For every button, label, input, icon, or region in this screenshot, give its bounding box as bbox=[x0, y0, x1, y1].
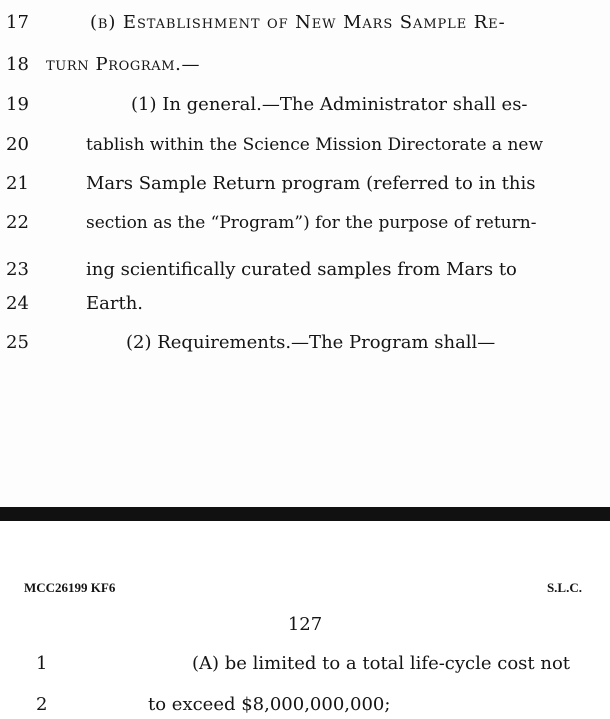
paragraph-text: to exceed $8,000,000,000; bbox=[148, 694, 391, 715]
text-line bbox=[0, 92, 610, 118]
line-number: 23 bbox=[6, 259, 29, 280]
document-id: MCC26199 KF6 bbox=[24, 580, 116, 595]
page-divider bbox=[0, 507, 610, 521]
line-number: 2 bbox=[36, 694, 48, 715]
section-heading-continued: turn Program.— bbox=[46, 54, 201, 75]
line-number: 21 bbox=[6, 173, 29, 194]
line-number: 25 bbox=[6, 332, 29, 353]
paragraph-text: (1) In general.—The Administrator shall es- bbox=[131, 94, 528, 115]
line-number: 18 bbox=[6, 54, 29, 75]
text-line bbox=[0, 330, 610, 356]
page-number: 127 bbox=[287, 614, 323, 635]
paragraph-text: section as the “Program”) for the purpose of return- bbox=[86, 213, 537, 233]
text-line bbox=[0, 52, 610, 78]
section-heading: (b) Establishment of New Mars Sample Re- bbox=[90, 12, 506, 33]
text-line bbox=[0, 210, 610, 236]
text-line bbox=[0, 171, 610, 197]
paragraph-text: (A) be limited to a total life-cycle cost not bbox=[192, 653, 571, 674]
paragraph-text: ing scientifically curated samples from Mars to bbox=[86, 259, 517, 280]
paragraph-text: tablish within the Science Mission Directorate a new bbox=[86, 135, 544, 155]
line-number: 19 bbox=[6, 94, 29, 115]
text-line bbox=[0, 651, 610, 677]
paragraph-text: Mars Sample Return program (referred to in this bbox=[86, 173, 536, 194]
line-number: 20 bbox=[6, 134, 29, 155]
line-number: 22 bbox=[6, 212, 29, 233]
slc-label: S.L.C. bbox=[546, 580, 582, 595]
line-number: 17 bbox=[6, 12, 29, 33]
text-line bbox=[0, 132, 610, 158]
text-line bbox=[0, 291, 610, 317]
line-number: 1 bbox=[36, 653, 48, 674]
text-line bbox=[0, 10, 610, 36]
paragraph-text: Earth. bbox=[86, 293, 144, 314]
text-line bbox=[0, 257, 610, 283]
text-line bbox=[0, 692, 610, 718]
paragraph-text: (2) Requirements.—The Program shall— bbox=[126, 332, 496, 353]
line-number: 24 bbox=[6, 293, 29, 314]
